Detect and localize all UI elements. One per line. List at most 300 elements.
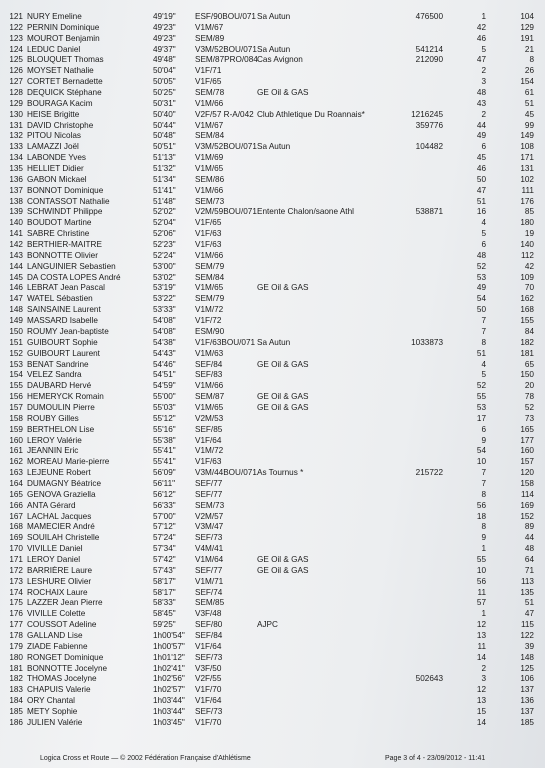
category: V1M/69 <box>195 153 224 163</box>
licence-number: 541214 <box>415 44 443 54</box>
club-name: GE Oil & GAS <box>257 402 309 412</box>
finish-time: 58'17" <box>153 587 176 597</box>
rank-number: 166 <box>9 500 23 510</box>
rank-number: 176 <box>9 609 23 619</box>
finish-time: 51'48" <box>153 196 176 206</box>
runner-name: BLOUQUET Thomas <box>27 55 104 65</box>
table-row <box>0 522 545 533</box>
table-row <box>0 544 545 555</box>
category: V1M/65 <box>195 164 224 174</box>
finish-time: 57'42" <box>153 554 176 564</box>
category: V1F/64 <box>195 641 222 651</box>
rank-number: 174 <box>9 587 23 597</box>
page-footer <box>0 753 545 767</box>
category: V4M/41 <box>195 544 224 554</box>
category: V3M/52BOU/071 <box>195 44 257 54</box>
category-rank: 45 <box>476 153 486 163</box>
table-row <box>0 305 545 316</box>
rank-number: 139 <box>9 207 23 217</box>
category-rank: 51 <box>476 196 486 206</box>
rank-number: 163 <box>9 468 23 478</box>
category: V1F/64 <box>195 435 222 445</box>
club-name: GE Oil & GAS <box>257 88 309 98</box>
finish-time: 53'00" <box>153 261 176 271</box>
bib-number: 71 <box>524 565 534 575</box>
rank-number: 167 <box>9 511 23 521</box>
table-row <box>0 414 545 425</box>
rank-number: 173 <box>9 576 23 586</box>
runner-name: VIVILLE Daniel <box>27 544 83 554</box>
rank-number: 165 <box>9 489 23 499</box>
finish-time: 1h03'45" <box>153 717 185 727</box>
category: V3F/48 <box>195 609 222 619</box>
table-row <box>0 512 545 523</box>
bib-number: 44 <box>524 533 534 543</box>
category-rank: 5 <box>481 44 486 54</box>
category-rank: 4 <box>481 359 486 369</box>
table-row <box>0 55 545 66</box>
category: V2M/53 <box>195 413 224 423</box>
rank-number: 147 <box>9 294 23 304</box>
licence-number: 215722 <box>415 468 443 478</box>
category: SEM/73 <box>195 196 225 206</box>
category-rank: 1 <box>481 12 486 21</box>
runner-name: LANGUINIER Sebastien <box>27 261 116 271</box>
finish-time: 58'45" <box>153 609 176 619</box>
licence-number: 1216245 <box>411 109 443 119</box>
bib-number: 129 <box>520 22 534 32</box>
club-name: Cas Avignon <box>257 55 303 65</box>
rank-number: 156 <box>9 392 23 402</box>
category: V1M/65 <box>195 283 224 293</box>
bib-number: 180 <box>520 218 534 228</box>
table-row <box>0 283 545 294</box>
table-row <box>0 110 545 121</box>
category: V1F/63 <box>195 240 222 250</box>
runner-name: BERTHIER-MAITRE <box>27 240 102 250</box>
category-rank: 57 <box>476 598 486 608</box>
category-rank: 52 <box>476 381 486 391</box>
runner-name: CONTASSOT Nathalie <box>27 196 110 206</box>
category: V1M/71 <box>195 576 224 586</box>
category-rank: 2 <box>481 663 486 673</box>
bib-number: 19 <box>524 229 534 239</box>
finish-time: 50'40" <box>153 109 176 119</box>
rank-number: 164 <box>9 478 23 488</box>
rank-number: 184 <box>9 696 23 706</box>
category-rank: 14 <box>476 652 486 662</box>
category-rank: 6 <box>481 240 486 250</box>
category: SEF/80 <box>195 620 223 630</box>
bib-number: 106 <box>520 674 534 684</box>
rank-number: 177 <box>9 620 23 630</box>
table-row <box>0 566 545 577</box>
table-row <box>0 707 545 718</box>
runner-name: NURY Emeline <box>27 12 82 21</box>
rank-number: 170 <box>9 544 23 554</box>
footer-page-info: Page 3 of 4 - 23/09/2012 - 11:41 <box>385 755 486 762</box>
footer-software-credit: Logica Cross et Route — © 2002 Fédération Française d'Athlétisme <box>40 755 251 762</box>
category: V1M/66 <box>195 250 224 260</box>
finish-time: 55'41" <box>153 457 176 467</box>
runner-name: ANTA Gérard <box>27 500 76 510</box>
category: SEM/78 <box>195 88 225 98</box>
bib-number: 73 <box>524 413 534 423</box>
bib-number: 8 <box>529 55 534 65</box>
table-row <box>0 468 545 479</box>
runner-name: CORTET Bernadette <box>27 77 103 87</box>
table-row <box>0 685 545 696</box>
category: SEF/84 <box>195 359 223 369</box>
rank-number: 160 <box>9 435 23 445</box>
runner-name: PITOU Nicolas <box>27 131 81 141</box>
bib-number: 64 <box>524 554 534 564</box>
finish-time: 54'43" <box>153 348 176 358</box>
finish-time: 55'12" <box>153 413 176 423</box>
bib-number: 154 <box>520 77 534 87</box>
runner-name: DAVID Christophe <box>27 120 94 130</box>
finish-time: 54'46" <box>153 359 176 369</box>
rank-number: 153 <box>9 359 23 369</box>
finish-time: 53'33" <box>153 305 176 315</box>
finish-time: 50'05" <box>153 77 176 87</box>
bib-number: 52 <box>524 402 534 412</box>
results-table <box>0 12 545 729</box>
category: V1M/65 <box>195 402 224 412</box>
finish-time: 54'08" <box>153 316 176 326</box>
table-row <box>0 131 545 142</box>
category-rank: 6 <box>481 424 486 434</box>
table-row <box>0 164 545 175</box>
table-row <box>0 349 545 360</box>
bib-number: 61 <box>524 88 534 98</box>
category-rank: 49 <box>476 131 486 141</box>
bib-number: 45 <box>524 109 534 119</box>
category: SEM/84 <box>195 131 225 141</box>
category-rank: 14 <box>476 717 486 727</box>
runner-name: LEROY Daniel <box>27 554 81 564</box>
table-row <box>0 598 545 609</box>
category: V1F/71 <box>195 66 222 76</box>
rank-number: 131 <box>9 120 23 130</box>
table-row <box>0 251 545 262</box>
category-rank: 56 <box>476 576 486 586</box>
finish-time: 57'43" <box>153 565 176 575</box>
runner-name: BOUDOT Martine <box>27 218 92 228</box>
rank-number: 148 <box>9 305 23 315</box>
runner-name: BONNOTTE Olivier <box>27 250 98 260</box>
rank-number: 123 <box>9 33 23 43</box>
finish-time: 57'34" <box>153 544 176 554</box>
finish-time: 57'00" <box>153 511 176 521</box>
table-row <box>0 229 545 240</box>
runner-name: BENAT Sandrine <box>27 359 89 369</box>
finish-time: 55'16" <box>153 424 176 434</box>
category-rank: 3 <box>481 77 486 87</box>
rank-number: 132 <box>9 131 23 141</box>
category: V3M/44BOU/071 <box>195 468 257 478</box>
bib-number: 168 <box>520 305 534 315</box>
category-rank: 44 <box>476 120 486 130</box>
category-rank: 50 <box>476 305 486 315</box>
table-row <box>0 77 545 88</box>
rank-number: 136 <box>9 174 23 184</box>
bib-number: 89 <box>524 522 534 532</box>
category-rank: 13 <box>476 696 486 706</box>
category: SEF/77 <box>195 478 223 488</box>
runner-name: SAINSAINE Laurent <box>27 305 101 315</box>
bib-number: 70 <box>524 283 534 293</box>
table-row <box>0 620 545 631</box>
category: V1F/70 <box>195 717 222 727</box>
finish-time: 50'48" <box>153 131 176 141</box>
category-rank: 13 <box>476 630 486 640</box>
finish-time: 53'22" <box>153 294 176 304</box>
category-rank: 18 <box>476 511 486 521</box>
bib-number: 39 <box>524 641 534 651</box>
rank-number: 154 <box>9 370 23 380</box>
bib-number: 152 <box>520 511 534 521</box>
rank-number: 140 <box>9 218 23 228</box>
finish-time: 1h03'44" <box>153 707 185 716</box>
category: SEF/85 <box>195 424 223 434</box>
bib-number: 158 <box>520 478 534 488</box>
category: V1F/65 <box>195 218 222 228</box>
bib-number: 182 <box>520 337 534 347</box>
table-row <box>0 609 545 620</box>
table-row <box>0 479 545 490</box>
rank-number: 121 <box>9 12 23 21</box>
rank-number: 171 <box>9 554 23 564</box>
table-row <box>0 446 545 457</box>
category: SEM/85 <box>195 598 225 608</box>
finish-time: 52'02" <box>153 207 176 217</box>
category: ESF/90BOU/071 <box>195 12 256 21</box>
bib-number: 47 <box>524 609 534 619</box>
category-rank: 10 <box>476 565 486 575</box>
finish-time: 54'38" <box>153 337 176 347</box>
bib-number: 115 <box>520 620 534 630</box>
category: SEF/84 <box>195 630 223 640</box>
club-name: Sa Autun <box>257 44 291 54</box>
category-rank: 46 <box>476 33 486 43</box>
rank-number: 126 <box>9 66 23 76</box>
club-name: Club Athletique Du Roannais* <box>257 109 365 119</box>
category: V1M/67 <box>195 120 224 130</box>
table-row <box>0 34 545 45</box>
licence-number: 212090 <box>415 55 443 65</box>
runner-name: LEDUC Daniel <box>27 44 81 54</box>
table-row <box>0 142 545 153</box>
table-row <box>0 121 545 132</box>
rank-number: 124 <box>9 44 23 54</box>
rank-number: 125 <box>9 55 23 65</box>
finish-time: 52'04" <box>153 218 176 228</box>
table-row <box>0 23 545 34</box>
club-name: Entente Chalon/saone Athl <box>257 207 354 217</box>
runner-name: METY Sophie <box>27 707 78 716</box>
finish-time: 55'41" <box>153 446 176 456</box>
category-rank: 10 <box>476 457 486 467</box>
finish-time: 56'11" <box>153 478 176 488</box>
bib-number: 114 <box>520 489 534 499</box>
category: V1F/64 <box>195 696 222 706</box>
rank-number: 141 <box>9 229 23 239</box>
finish-time: 49'48" <box>153 55 176 65</box>
bib-number: 48 <box>524 544 534 554</box>
finish-time: 55'00" <box>153 392 176 402</box>
rank-number: 162 <box>9 457 23 467</box>
table-row <box>0 88 545 99</box>
category-rank: 8 <box>481 489 486 499</box>
category-rank: 7 <box>481 478 486 488</box>
table-row <box>0 653 545 664</box>
category-rank: 2 <box>481 66 486 76</box>
finish-time: 52'06" <box>153 229 176 239</box>
runner-name: MAMECIER André <box>27 522 95 532</box>
bib-number: 137 <box>520 685 534 695</box>
finish-time: 53'19" <box>153 283 176 293</box>
finish-time: 55'38" <box>153 435 176 445</box>
category-rank: 49 <box>476 283 486 293</box>
runner-name: DUMOULIN Pierre <box>27 402 95 412</box>
finish-time: 55'03" <box>153 402 176 412</box>
bib-number: 177 <box>520 435 534 445</box>
finish-time: 50'04" <box>153 66 176 76</box>
category-rank: 56 <box>476 500 486 510</box>
bib-number: 160 <box>520 446 534 456</box>
category-rank: 11 <box>477 587 486 597</box>
category-rank: 15 <box>476 707 486 716</box>
finish-time: 1h02'57" <box>153 685 185 695</box>
category-rank: 51 <box>476 348 486 358</box>
category: V1M/63 <box>195 348 224 358</box>
runner-name: LESHURE Olivier <box>27 576 92 586</box>
category: SEM/86 <box>195 174 225 184</box>
runner-name: LEJEUNE Robert <box>27 468 91 478</box>
category: SEM/87 <box>195 392 225 402</box>
runner-name: BONNOTTE Jocelyne <box>27 663 108 673</box>
category-rank: 53 <box>476 272 486 282</box>
table-row <box>0 316 545 327</box>
category-rank: 47 <box>476 185 486 195</box>
category-rank: 7 <box>481 316 486 326</box>
category: V1F/63 <box>195 229 222 239</box>
table-row <box>0 674 545 685</box>
category: SEM/87PRO/084 <box>195 55 258 65</box>
category: SEF/77 <box>195 489 223 499</box>
bib-number: 51 <box>524 98 534 108</box>
table-row <box>0 153 545 164</box>
table-row <box>0 696 545 707</box>
table-row <box>0 457 545 468</box>
finish-time: 1h02'56" <box>153 674 185 684</box>
bib-number: 122 <box>520 630 534 640</box>
category: V3F/50 <box>195 663 222 673</box>
runner-name: DEQUICK Stéphane <box>27 88 102 98</box>
bib-number: 102 <box>520 174 534 184</box>
finish-time: 58'33" <box>153 598 176 608</box>
finish-time: 58'17" <box>153 576 176 586</box>
licence-number: 502643 <box>415 674 443 684</box>
finish-time: 52'24" <box>153 250 176 260</box>
category-rank: 12 <box>476 620 486 630</box>
bib-number: 104 <box>520 12 534 21</box>
finish-time: 57'24" <box>153 533 176 543</box>
runner-name: GALLAND Lise <box>27 630 83 640</box>
table-row <box>0 718 545 729</box>
table-row <box>0 186 545 197</box>
runner-name: JEANNIN Eric <box>27 446 79 456</box>
table-row <box>0 66 545 77</box>
bib-number: 84 <box>524 326 534 336</box>
finish-time: 50'44" <box>153 120 176 130</box>
table-row <box>0 175 545 186</box>
category: ESM/90 <box>195 326 225 336</box>
runner-name: THOMAS Jocelyne <box>27 674 97 684</box>
finish-time: 49'37" <box>153 44 176 54</box>
club-name: Sa Autun <box>257 337 291 347</box>
category: V1M/72 <box>195 446 224 456</box>
finish-time: 1h03'44" <box>153 696 185 706</box>
rank-number: 172 <box>9 565 23 575</box>
bib-number: 149 <box>520 131 534 141</box>
bib-number: 155 <box>520 316 534 326</box>
finish-time: 1h02'41" <box>153 663 185 673</box>
runner-name: SABRE Christine <box>27 229 90 239</box>
rank-number: 157 <box>9 402 23 412</box>
rank-number: 182 <box>9 674 23 684</box>
table-row <box>0 555 545 566</box>
category: SEF/77 <box>195 565 223 575</box>
category-rank: 52 <box>476 261 486 271</box>
runner-name: MOUROT Benjamin <box>27 33 100 43</box>
finish-time: 49'23" <box>153 33 176 43</box>
bib-number: 162 <box>520 294 534 304</box>
table-row <box>0 425 545 436</box>
finish-time: 51'32" <box>153 164 176 174</box>
finish-time: 54'59" <box>153 381 176 391</box>
finish-time: 49'23" <box>153 22 176 32</box>
rank-number: 150 <box>9 326 23 336</box>
runner-name: MOREAU Marie-pierre <box>27 457 110 467</box>
finish-time: 59'25" <box>153 620 176 630</box>
runner-name: VIVILLE Colette <box>27 609 86 619</box>
category-rank: 9 <box>481 435 486 445</box>
category: V1M/66 <box>195 98 224 108</box>
table-row <box>0 501 545 512</box>
finish-time: 57'12" <box>153 522 176 532</box>
runner-name: RONGET Dominique <box>27 652 104 662</box>
runner-name: BARRIÈRE Laure <box>27 565 93 575</box>
category-rank: 43 <box>476 98 486 108</box>
table-row <box>0 642 545 653</box>
licence-number: 359776 <box>415 120 443 130</box>
runner-name: GABON Mickael <box>27 174 87 184</box>
bib-number: 21 <box>524 44 534 54</box>
category: V1F/65 <box>195 77 222 87</box>
category: SEM/84 <box>195 272 225 282</box>
table-row <box>0 273 545 284</box>
category: V1M/64 <box>195 554 224 564</box>
bib-number: 108 <box>520 142 534 152</box>
category: V1F/63 <box>195 457 222 467</box>
bib-number: 113 <box>520 576 534 586</box>
runner-name: GENOVA Graziella <box>27 489 96 499</box>
category-rank: 55 <box>476 554 486 564</box>
category: V2F/55 <box>195 674 222 684</box>
runner-name: HEISE Brigitte <box>27 109 80 119</box>
